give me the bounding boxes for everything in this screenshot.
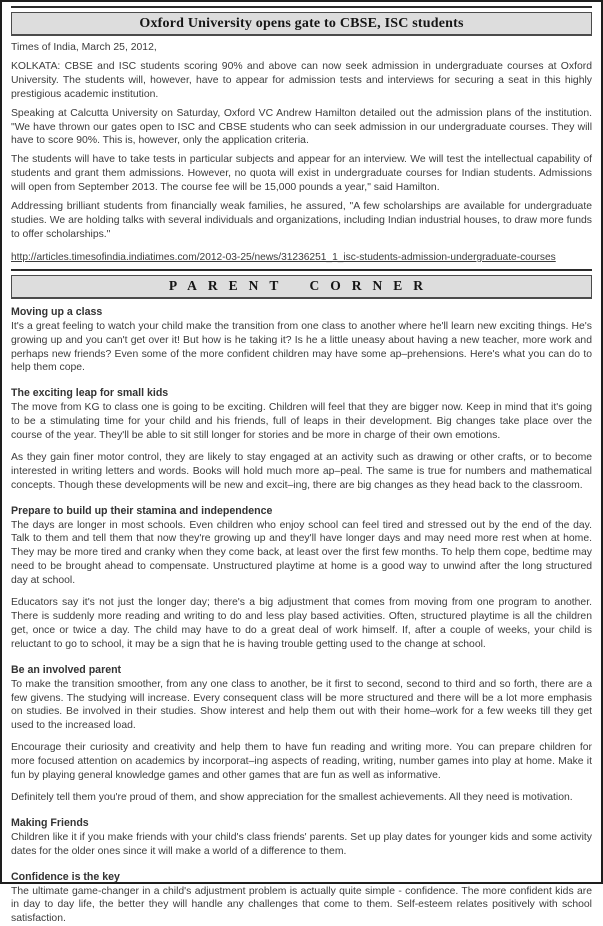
news-paragraph: The students will have to take tests in particular subjects and appear for an interview. We will test the intellectual capability of students and grant them admissions. However, no quota will exist in undergraduate courses for Indian students. Admissions will open from September 2013. The course fee will be 15,000 pounds a year," said Hamilton. <box>11 153 592 195</box>
parent-corner-title: PARENT CORNER <box>169 278 434 293</box>
section-paragraph: The days are longer in most schools. Even children who enjoy school can feel tired and stressed out by the end of the day. Talk to them and tell them that now they're growing up and they'll have longer days and may need more rest when at home. They may be more tired and cranky when they come back, at least over the first few months. To help them cope, bedtime may need to be brought ahead to compensate. Unstructured playtime at home is a good way to unwind after the long structured day at school. <box>11 519 592 589</box>
section-heading-involved-parent: Be an involved parent <box>11 664 592 678</box>
news-paragraph: Addressing brilliant students from financially weak families, he assured, "A few scholarships are available for undergraduate studies. We are holding talks with several individuals and organizations, including Indian industrial houses, to draw more funds to offer scholarships." <box>11 200 592 242</box>
section-paragraph: It's a great feeling to watch your child make the transition from one class to another where he'll learn new exciting things. He's growing up and you can't get over it! But how is he taking it? Is he a little uneasy about having a new teacher, more work and perhaps new friends? Even some of the more confident children may have some ap–prehensions. Here's what you can do to help them cope. <box>11 320 592 376</box>
section-heading-stamina-independence: Prepare to build up their stamina and independence <box>11 505 592 519</box>
parent-corner-rule-divider <box>11 269 592 273</box>
parent-corner-header-bar <box>11 275 592 299</box>
section-paragraph: Encourage their curiosity and creativity and help them to have fun reading and writing more. You can prepare children for more focused attention on academics by incorporat–ing aspects of reading, writing, number games into play at home. Make it fun by playing general knowledge games and other games that are fun as well as informative. <box>11 741 592 783</box>
news-paragraph: Speaking at Calcutta University on Saturday, Oxford VC Andrew Hamilton detailed out the admission plans of the institution. "We have thrown our gates open to ISC and CBSE students who can seek admission in our undergraduate courses. They will have to score 90%. This is, however, only the application criteria. <box>11 107 592 149</box>
section-paragraph: To make the transition smoother, from any one class to another, be it first to second, second to third and so forth, there are a few givens. The studying will increase. Every consequent class will be more structured and there will be a lot more emphasis on studies. Be involved in their studies. Show interest and help them out with their home–work for a few weeks till they get used to the increased load. <box>11 678 592 734</box>
news-paragraph: KOLKATA: CBSE and ISC students scoring 90% and above can now seek admission in undergraduate courses at Oxford University. The students will, however, have to appear for admission tests and interviews for securing a seat in this highly prestigious academic institution. <box>11 60 592 102</box>
section-heading-moving-up-a-class: Moving up a class <box>11 306 592 320</box>
section-heading-making-friends: Making Friends <box>11 817 592 831</box>
section-heading-exciting-leap: The exciting leap for small kids <box>11 387 592 401</box>
section-paragraph: As they gain finer motor control, they are likely to stay engaged at an activity such as drawing or other crafts, or to become interested in writing letters and words. Books will hold much more ap–peal. The same is true for numbers and mathematical concepts. Though these developments will be new and excit–ing, there are big changes as they head back to the classroom. <box>11 451 592 493</box>
section-heading-confidence-key: Confidence is the key <box>11 871 592 885</box>
section-paragraph: The move from KG to class one is going to be exciting. Children will feel that they are bigger now. Keep in mind that it's going to be a stimulating time for your child and his friends, full of leaps in their development. Big changes take place over the course of the year. They'll be able to sit still longer for stories and be more in charge of their own emotions. <box>11 401 592 443</box>
section-paragraph: Definitely tell them you're proud of them, and show appreciation for the smallest achievements. All they need is motivation. <box>11 791 592 805</box>
article-title: Oxford University opens gate to CBSE, ISC students <box>139 16 463 31</box>
article-byline: Times of India, March 25, 2012, <box>11 41 592 55</box>
parent-corner-sections <box>11 306 592 926</box>
article-title-bar <box>11 12 592 36</box>
section-paragraph: Children like it if you make friends with your child's class friends' parents. Set up play dates for younger kids and some activity dates for the older ones since it will make a world of a difference to them. <box>11 831 592 859</box>
article-body <box>11 60 592 242</box>
top-rule-divider <box>11 6 592 10</box>
source-url-link[interactable]: http://articles.timesofindia.indiatimes.com/2012-03-25/news/31236251_1_isc-students-admission-undergraduate-courses <box>11 251 556 264</box>
section-paragraph: Educators say it's not just the longer day; there's a big adjustment that comes from moving from one program to another. There is suddenly more reading and writing to do and less play based activities. Often, structured playtime is all the children get, once or twice a day. The child may have to do a great deal of work himself. If, after a couple of weeks, your child is reluctant to go to school, it may be a sign that he is having trouble getting used to the change at school. <box>11 596 592 652</box>
section-paragraph: The ultimate game-changer in a child's adjustment problem is actually quite simple - confidence. The more confident kids are in day to day life, the better they will handle any challenges that come to them. Self-esteem relates positively with school satisfaction. <box>11 885 592 926</box>
